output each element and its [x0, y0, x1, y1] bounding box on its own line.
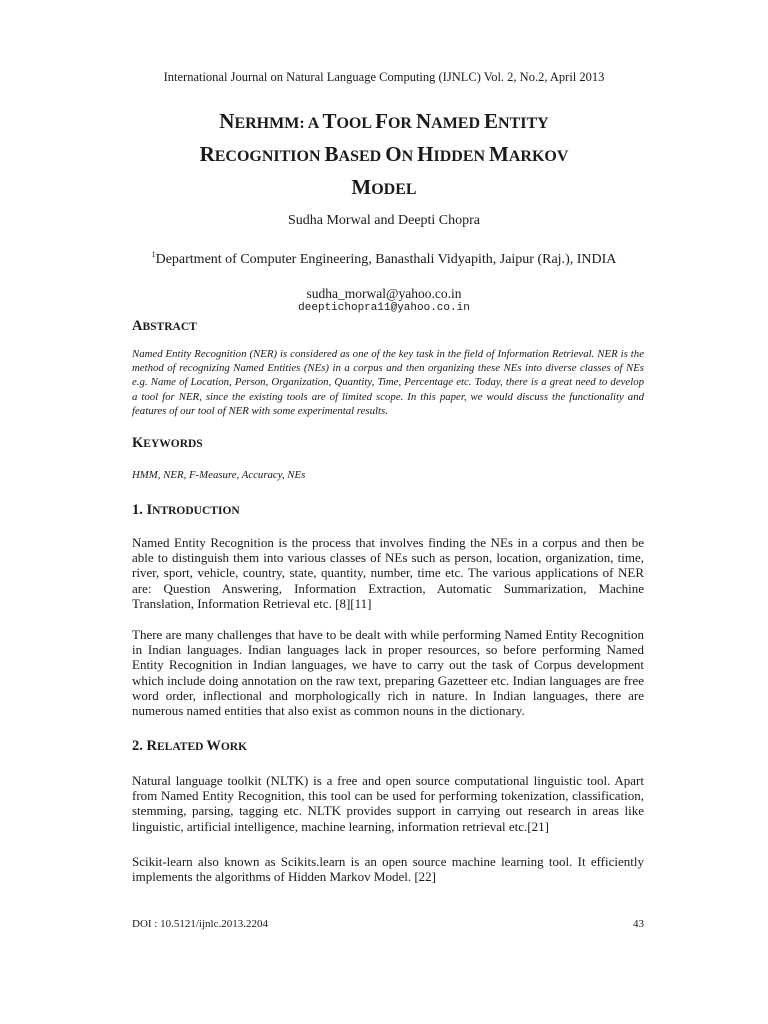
- paper-title: [0, 106, 768, 205]
- affiliation-text: Department of Computer Engineering, Banasthali Vidyapith, Jaipur (Raj.), INDIA: [155, 252, 617, 267]
- related-work-heading: 2. RELATED WORK: [132, 738, 248, 754]
- related-work-paragraph-2: Scikit-learn also known as Scikits.learn is an open source machine learning tool. It efficiently implements the algorithms of Hidden Markov Model. [22]: [132, 854, 644, 885]
- affiliation: [0, 250, 768, 268]
- introduction-heading: 1. INTRODUCTION: [132, 502, 240, 518]
- affiliation-marker: 1: [151, 250, 156, 259]
- journal-header: International Journal on Natural Language Computing (IJNLC) Vol. 2, No.2, April 2013: [163, 70, 605, 84]
- related-work-paragraph-1: Natural language toolkit (NLTK) is a free and open source computational linguistic tool. Apart from Named Entity Recognition, this tool can be used for performing tokenization, classification, stemming, parsing, tagging etc. NLTK provides support in carrying out research in areas like linguistic, artificial intelligence, machine learning, information retrieval etc.[21]: [132, 773, 644, 834]
- abstract-text: Named Entity Recognition (NER) is considered as one of the key task in the field of Information Retrieval. NER is the method of recognizing Named Entities (NEs) in a corpus and then organizing these NEs into diverse classes of NEs e.g. Name of Location, Person, Organization, Quantity, Time, Percentage etc. Today, there is a great need to develop a tool for NER, since the existing tools are of limited scope. In this paper, we would discuss the functionality and features of our tool of NER with some experimental results.: [132, 348, 644, 417]
- introduction-paragraph-1: Named Entity Recognition is the process that involves finding the NEs in a corpus and then be able to distinguish them into various classes of NEs such as person, location, organization, time, river, sport, vehicle, country, state, quantity, number, time etc. The various applications of NER are: Question Answering, Information Extraction, Automatic Summarization, Machine Translation, Information Retrieval etc. [8][11]: [132, 535, 644, 611]
- footer-doi: DOI : 10.5121/ijnlc.2013.2204: [132, 918, 268, 930]
- page-number: 43: [633, 918, 644, 930]
- keywords-heading: KEYWORDS: [132, 435, 203, 451]
- title-line-1: NERHMM: A TOOL FOR NAMED ENTITY: [219, 109, 549, 133]
- title-line-2: RECOGNITION BASED ON HIDDEN MARKOV: [199, 142, 569, 166]
- abstract-heading: ABSTRACT: [132, 318, 197, 334]
- authors: Sudha Morwal and Deepti Chopra: [287, 213, 481, 228]
- title-line-3: MODEL: [351, 175, 417, 199]
- email-2[interactable]: deeptichopra11@yahoo.co.in: [298, 302, 470, 314]
- introduction-paragraph-2: There are many challenges that have to be dealt with while performing Named Entity Recognition in Indian languages. Indian languages lack in proper resources, so before performing Named Entity Recognition in Indian languages, we have to carry out the task of Corpus development which include doing annotation on the raw text, preparing Gazetteer etc. Indian languages are free word order, inflectional and morphologically rich in nature. In Indian languages, there are numerous named entities that also exist as common nouns in the dictionary.: [132, 627, 644, 719]
- keywords-text: HMM, NER, F-Measure, Accuracy, NEs: [132, 469, 306, 481]
- email-1[interactable]: sudha_morwal@yahoo.co.in: [306, 286, 462, 301]
